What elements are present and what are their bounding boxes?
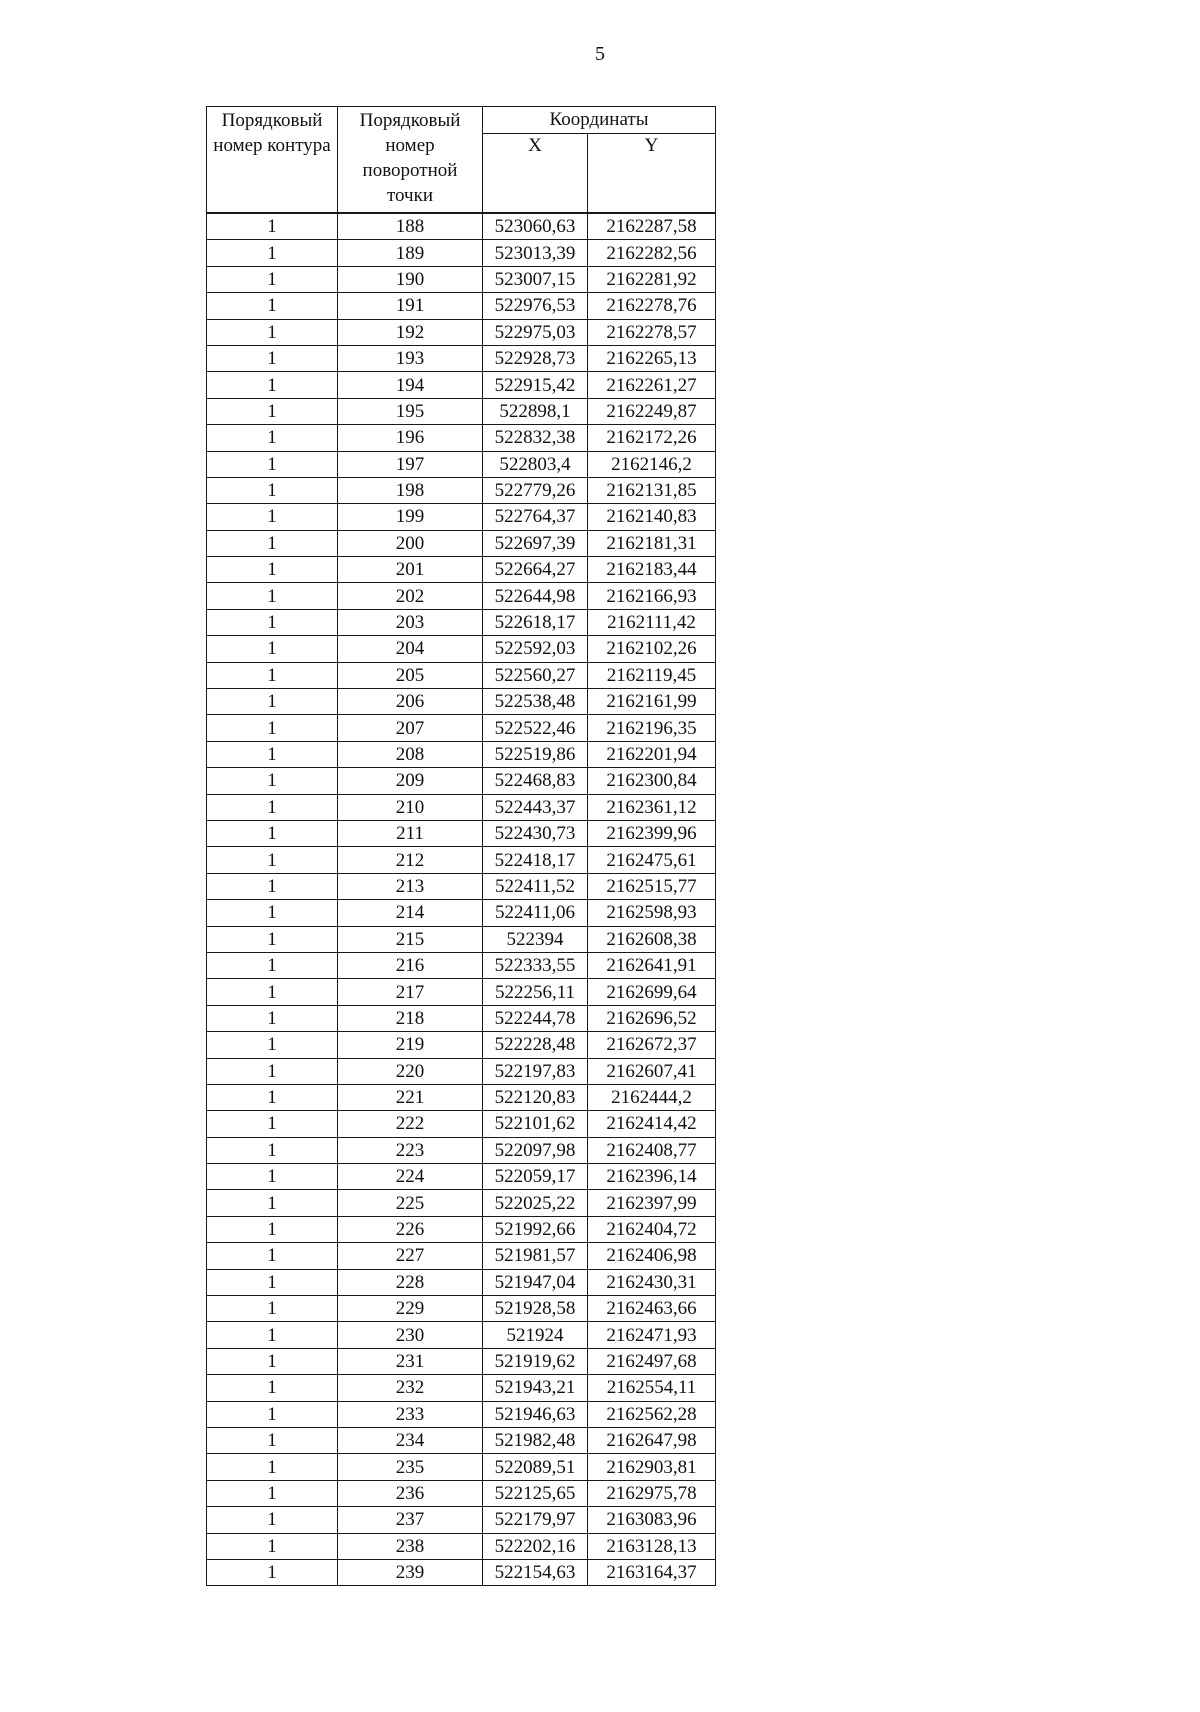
cell-point-number: 190 bbox=[338, 266, 483, 292]
cell-point-number: 195 bbox=[338, 398, 483, 424]
cell-point-number: 206 bbox=[338, 689, 483, 715]
table-row bbox=[207, 557, 716, 583]
cell-point-number: 224 bbox=[338, 1164, 483, 1190]
cell-contour-number: 1 bbox=[207, 372, 338, 398]
cell-y: 2162399,96 bbox=[588, 820, 716, 846]
cell-x: 522664,27 bbox=[483, 557, 588, 583]
cell-contour-number: 1 bbox=[207, 926, 338, 952]
table-row bbox=[207, 794, 716, 820]
cell-x: 521982,48 bbox=[483, 1427, 588, 1453]
cell-y: 2162696,52 bbox=[588, 1005, 716, 1031]
cell-x: 522430,73 bbox=[483, 820, 588, 846]
cell-point-number: 217 bbox=[338, 979, 483, 1005]
cell-x: 523060,63 bbox=[483, 213, 588, 240]
cell-x: 522803,4 bbox=[483, 451, 588, 477]
cell-contour-number: 1 bbox=[207, 820, 338, 846]
cell-x: 522411,06 bbox=[483, 900, 588, 926]
cell-y: 2162140,83 bbox=[588, 504, 716, 530]
table-row bbox=[207, 1111, 716, 1137]
cell-point-number: 232 bbox=[338, 1375, 483, 1401]
cell-contour-number: 1 bbox=[207, 1480, 338, 1506]
cell-y: 2162287,58 bbox=[588, 213, 716, 240]
cell-y: 2162111,42 bbox=[588, 609, 716, 635]
table-row bbox=[207, 847, 716, 873]
table-row bbox=[207, 319, 716, 345]
cell-point-number: 200 bbox=[338, 530, 483, 556]
cell-x: 522394 bbox=[483, 926, 588, 952]
table-row bbox=[207, 926, 716, 952]
cell-contour-number: 1 bbox=[207, 398, 338, 424]
cell-contour-number: 1 bbox=[207, 662, 338, 688]
cell-contour-number: 1 bbox=[207, 425, 338, 451]
cell-y: 2162562,28 bbox=[588, 1401, 716, 1427]
header-x: X bbox=[483, 134, 588, 214]
cell-contour-number: 1 bbox=[207, 557, 338, 583]
cell-point-number: 196 bbox=[338, 425, 483, 451]
table-row bbox=[207, 1005, 716, 1031]
cell-x: 522618,17 bbox=[483, 609, 588, 635]
cell-point-number: 191 bbox=[338, 293, 483, 319]
cell-x: 522097,98 bbox=[483, 1137, 588, 1163]
cell-x: 522832,38 bbox=[483, 425, 588, 451]
cell-x: 521992,66 bbox=[483, 1216, 588, 1242]
cell-contour-number: 1 bbox=[207, 1269, 338, 1295]
cell-y: 2162282,56 bbox=[588, 240, 716, 266]
table-row bbox=[207, 1348, 716, 1374]
cell-point-number: 212 bbox=[338, 847, 483, 873]
cell-y: 2162430,31 bbox=[588, 1269, 716, 1295]
cell-point-number: 221 bbox=[338, 1084, 483, 1110]
cell-point-number: 213 bbox=[338, 873, 483, 899]
table-row bbox=[207, 1190, 716, 1216]
cell-contour-number: 1 bbox=[207, 345, 338, 371]
table-row bbox=[207, 530, 716, 556]
table-body bbox=[207, 213, 716, 1586]
cell-y: 2162608,38 bbox=[588, 926, 716, 952]
cell-x: 522928,73 bbox=[483, 345, 588, 371]
table-row bbox=[207, 451, 716, 477]
cell-y: 2162672,37 bbox=[588, 1032, 716, 1058]
table-row bbox=[207, 715, 716, 741]
cell-contour-number: 1 bbox=[207, 1216, 338, 1242]
table-row bbox=[207, 398, 716, 424]
cell-x: 522418,17 bbox=[483, 847, 588, 873]
cell-y: 2162397,99 bbox=[588, 1190, 716, 1216]
table-row bbox=[207, 583, 716, 609]
table-row bbox=[207, 768, 716, 794]
cell-contour-number: 1 bbox=[207, 1058, 338, 1084]
cell-contour-number: 1 bbox=[207, 240, 338, 266]
cell-point-number: 207 bbox=[338, 715, 483, 741]
cell-x: 522244,78 bbox=[483, 1005, 588, 1031]
cell-point-number: 230 bbox=[338, 1322, 483, 1348]
cell-x: 522915,42 bbox=[483, 372, 588, 398]
cell-x: 521928,58 bbox=[483, 1296, 588, 1322]
cell-y: 2162975,78 bbox=[588, 1480, 716, 1506]
cell-x: 522898,1 bbox=[483, 398, 588, 424]
cell-point-number: 222 bbox=[338, 1111, 483, 1137]
cell-x: 522059,17 bbox=[483, 1164, 588, 1190]
coordinates-table bbox=[206, 106, 716, 1586]
table-row bbox=[207, 1507, 716, 1533]
cell-x: 522538,48 bbox=[483, 689, 588, 715]
cell-x: 522411,52 bbox=[483, 873, 588, 899]
cell-contour-number: 1 bbox=[207, 1032, 338, 1058]
cell-x: 522697,39 bbox=[483, 530, 588, 556]
cell-x: 523013,39 bbox=[483, 240, 588, 266]
cell-point-number: 220 bbox=[338, 1058, 483, 1084]
table-row bbox=[207, 662, 716, 688]
cell-x: 521943,21 bbox=[483, 1375, 588, 1401]
cell-point-number: 228 bbox=[338, 1269, 483, 1295]
cell-y: 2162414,42 bbox=[588, 1111, 716, 1137]
cell-point-number: 234 bbox=[338, 1427, 483, 1453]
cell-contour-number: 1 bbox=[207, 1348, 338, 1374]
cell-point-number: 219 bbox=[338, 1032, 483, 1058]
table-row bbox=[207, 1084, 716, 1110]
cell-contour-number: 1 bbox=[207, 1559, 338, 1585]
cell-y: 2162249,87 bbox=[588, 398, 716, 424]
cell-contour-number: 1 bbox=[207, 1401, 338, 1427]
cell-point-number: 237 bbox=[338, 1507, 483, 1533]
cell-x: 522468,83 bbox=[483, 768, 588, 794]
cell-x: 522764,37 bbox=[483, 504, 588, 530]
cell-y: 2162300,84 bbox=[588, 768, 716, 794]
table-row bbox=[207, 1137, 716, 1163]
table-row bbox=[207, 1296, 716, 1322]
cell-x: 523007,15 bbox=[483, 266, 588, 292]
cell-point-number: 197 bbox=[338, 451, 483, 477]
header-contour-number: Порядковый номер контура bbox=[207, 107, 338, 214]
table-row bbox=[207, 213, 716, 240]
table-row bbox=[207, 1322, 716, 1348]
cell-y: 2162361,12 bbox=[588, 794, 716, 820]
cell-point-number: 194 bbox=[338, 372, 483, 398]
table-row bbox=[207, 689, 716, 715]
cell-y: 2162201,94 bbox=[588, 741, 716, 767]
cell-point-number: 216 bbox=[338, 952, 483, 978]
cell-x: 522519,86 bbox=[483, 741, 588, 767]
cell-x: 522125,65 bbox=[483, 1480, 588, 1506]
cell-y: 2162146,2 bbox=[588, 451, 716, 477]
table-row bbox=[207, 1401, 716, 1427]
cell-y: 2162278,57 bbox=[588, 319, 716, 345]
cell-point-number: 236 bbox=[338, 1480, 483, 1506]
cell-contour-number: 1 bbox=[207, 636, 338, 662]
cell-y: 2163164,37 bbox=[588, 1559, 716, 1585]
cell-y: 2162607,41 bbox=[588, 1058, 716, 1084]
cell-contour-number: 1 bbox=[207, 504, 338, 530]
cell-point-number: 226 bbox=[338, 1216, 483, 1242]
cell-contour-number: 1 bbox=[207, 1454, 338, 1480]
cell-contour-number: 1 bbox=[207, 1137, 338, 1163]
table-row bbox=[207, 1216, 716, 1242]
cell-contour-number: 1 bbox=[207, 1164, 338, 1190]
table-row bbox=[207, 477, 716, 503]
cell-y: 2162196,35 bbox=[588, 715, 716, 741]
cell-contour-number: 1 bbox=[207, 1296, 338, 1322]
table-row bbox=[207, 1559, 716, 1585]
cell-contour-number: 1 bbox=[207, 451, 338, 477]
cell-x: 521981,57 bbox=[483, 1243, 588, 1269]
cell-y: 2162396,14 bbox=[588, 1164, 716, 1190]
table-row bbox=[207, 1427, 716, 1453]
cell-contour-number: 1 bbox=[207, 979, 338, 1005]
cell-point-number: 233 bbox=[338, 1401, 483, 1427]
cell-point-number: 210 bbox=[338, 794, 483, 820]
cell-x: 522522,46 bbox=[483, 715, 588, 741]
cell-x: 522592,03 bbox=[483, 636, 588, 662]
cell-y: 2162699,64 bbox=[588, 979, 716, 1005]
table-row bbox=[207, 1243, 716, 1269]
cell-x: 522644,98 bbox=[483, 583, 588, 609]
cell-y: 2162515,77 bbox=[588, 873, 716, 899]
cell-point-number: 208 bbox=[338, 741, 483, 767]
cell-point-number: 238 bbox=[338, 1533, 483, 1559]
cell-y: 2162278,76 bbox=[588, 293, 716, 319]
header-coordinates: Координаты bbox=[483, 107, 716, 134]
cell-point-number: 205 bbox=[338, 662, 483, 688]
cell-point-number: 202 bbox=[338, 583, 483, 609]
cell-x: 522179,97 bbox=[483, 1507, 588, 1533]
cell-contour-number: 1 bbox=[207, 952, 338, 978]
cell-point-number: 204 bbox=[338, 636, 483, 662]
cell-y: 2162475,61 bbox=[588, 847, 716, 873]
cell-contour-number: 1 bbox=[207, 847, 338, 873]
cell-y: 2162161,99 bbox=[588, 689, 716, 715]
cell-y: 2162181,31 bbox=[588, 530, 716, 556]
cell-contour-number: 1 bbox=[207, 266, 338, 292]
cell-contour-number: 1 bbox=[207, 715, 338, 741]
table-row bbox=[207, 636, 716, 662]
cell-point-number: 188 bbox=[338, 213, 483, 240]
cell-y: 2163128,13 bbox=[588, 1533, 716, 1559]
cell-contour-number: 1 bbox=[207, 609, 338, 635]
cell-point-number: 231 bbox=[338, 1348, 483, 1374]
cell-x: 522228,48 bbox=[483, 1032, 588, 1058]
cell-contour-number: 1 bbox=[207, 768, 338, 794]
cell-x: 522256,11 bbox=[483, 979, 588, 1005]
cell-y: 2162903,81 bbox=[588, 1454, 716, 1480]
cell-x: 522101,62 bbox=[483, 1111, 588, 1137]
table-row bbox=[207, 820, 716, 846]
cell-contour-number: 1 bbox=[207, 583, 338, 609]
cell-x: 521919,62 bbox=[483, 1348, 588, 1374]
cell-x: 522089,51 bbox=[483, 1454, 588, 1480]
cell-point-number: 209 bbox=[338, 768, 483, 794]
table-row bbox=[207, 741, 716, 767]
cell-contour-number: 1 bbox=[207, 1190, 338, 1216]
cell-y: 2162166,93 bbox=[588, 583, 716, 609]
cell-y: 2162172,26 bbox=[588, 425, 716, 451]
cell-y: 2162554,11 bbox=[588, 1375, 716, 1401]
cell-x: 522197,83 bbox=[483, 1058, 588, 1084]
cell-x: 521924 bbox=[483, 1322, 588, 1348]
cell-contour-number: 1 bbox=[207, 213, 338, 240]
cell-contour-number: 1 bbox=[207, 900, 338, 926]
cell-y: 2162131,85 bbox=[588, 477, 716, 503]
cell-y: 2162281,92 bbox=[588, 266, 716, 292]
cell-y: 2162463,66 bbox=[588, 1296, 716, 1322]
table-row bbox=[207, 1269, 716, 1295]
cell-point-number: 225 bbox=[338, 1190, 483, 1216]
cell-point-number: 192 bbox=[338, 319, 483, 345]
cell-contour-number: 1 bbox=[207, 1005, 338, 1031]
header-point-number: Порядковый номер поворотной точки bbox=[338, 107, 483, 214]
cell-y: 2162471,93 bbox=[588, 1322, 716, 1348]
table-row bbox=[207, 1480, 716, 1506]
cell-y: 2162647,98 bbox=[588, 1427, 716, 1453]
cell-point-number: 193 bbox=[338, 345, 483, 371]
table-row bbox=[207, 425, 716, 451]
cell-contour-number: 1 bbox=[207, 873, 338, 899]
cell-contour-number: 1 bbox=[207, 741, 338, 767]
cell-contour-number: 1 bbox=[207, 1243, 338, 1269]
cell-point-number: 239 bbox=[338, 1559, 483, 1585]
cell-contour-number: 1 bbox=[207, 1375, 338, 1401]
cell-contour-number: 1 bbox=[207, 1111, 338, 1137]
cell-x: 522333,55 bbox=[483, 952, 588, 978]
cell-contour-number: 1 bbox=[207, 293, 338, 319]
table-row bbox=[207, 979, 716, 1005]
page-number: 5 bbox=[595, 43, 605, 65]
cell-x: 522443,37 bbox=[483, 794, 588, 820]
cell-contour-number: 1 bbox=[207, 1322, 338, 1348]
cell-point-number: 214 bbox=[338, 900, 483, 926]
table-row bbox=[207, 1058, 716, 1084]
cell-y: 2162265,13 bbox=[588, 345, 716, 371]
cell-x: 521947,04 bbox=[483, 1269, 588, 1295]
cell-x: 522202,16 bbox=[483, 1533, 588, 1559]
cell-point-number: 189 bbox=[338, 240, 483, 266]
cell-x: 521946,63 bbox=[483, 1401, 588, 1427]
cell-y: 2162408,77 bbox=[588, 1137, 716, 1163]
cell-x: 522154,63 bbox=[483, 1559, 588, 1585]
table-row bbox=[207, 1533, 716, 1559]
cell-contour-number: 1 bbox=[207, 1533, 338, 1559]
cell-point-number: 218 bbox=[338, 1005, 483, 1031]
cell-point-number: 235 bbox=[338, 1454, 483, 1480]
cell-y: 2162183,44 bbox=[588, 557, 716, 583]
cell-contour-number: 1 bbox=[207, 530, 338, 556]
cell-x: 522025,22 bbox=[483, 1190, 588, 1216]
header-y: Y bbox=[588, 134, 716, 214]
cell-contour-number: 1 bbox=[207, 689, 338, 715]
cell-x: 522975,03 bbox=[483, 319, 588, 345]
cell-point-number: 223 bbox=[338, 1137, 483, 1163]
cell-y: 2162406,98 bbox=[588, 1243, 716, 1269]
cell-point-number: 215 bbox=[338, 926, 483, 952]
cell-x: 522976,53 bbox=[483, 293, 588, 319]
table-row bbox=[207, 1164, 716, 1190]
cell-y: 2162102,26 bbox=[588, 636, 716, 662]
cell-y: 2162641,91 bbox=[588, 952, 716, 978]
table-row bbox=[207, 504, 716, 530]
cell-y: 2163083,96 bbox=[588, 1507, 716, 1533]
cell-contour-number: 1 bbox=[207, 319, 338, 345]
cell-y: 2162444,2 bbox=[588, 1084, 716, 1110]
table-row bbox=[207, 1032, 716, 1058]
table-row bbox=[207, 609, 716, 635]
table-row bbox=[207, 952, 716, 978]
cell-x: 522779,26 bbox=[483, 477, 588, 503]
cell-point-number: 227 bbox=[338, 1243, 483, 1269]
table-row bbox=[207, 900, 716, 926]
cell-contour-number: 1 bbox=[207, 477, 338, 503]
cell-y: 2162261,27 bbox=[588, 372, 716, 398]
cell-point-number: 211 bbox=[338, 820, 483, 846]
cell-y: 2162404,72 bbox=[588, 1216, 716, 1242]
table-row bbox=[207, 345, 716, 371]
cell-point-number: 198 bbox=[338, 477, 483, 503]
table-row bbox=[207, 873, 716, 899]
table-header bbox=[207, 107, 716, 214]
cell-point-number: 201 bbox=[338, 557, 483, 583]
table-row bbox=[207, 372, 716, 398]
table-row bbox=[207, 1375, 716, 1401]
cell-y: 2162598,93 bbox=[588, 900, 716, 926]
cell-contour-number: 1 bbox=[207, 794, 338, 820]
table-row bbox=[207, 266, 716, 292]
table-row bbox=[207, 240, 716, 266]
cell-x: 522120,83 bbox=[483, 1084, 588, 1110]
cell-y: 2162119,45 bbox=[588, 662, 716, 688]
cell-contour-number: 1 bbox=[207, 1427, 338, 1453]
cell-point-number: 203 bbox=[338, 609, 483, 635]
table-row bbox=[207, 1454, 716, 1480]
cell-contour-number: 1 bbox=[207, 1507, 338, 1533]
cell-point-number: 229 bbox=[338, 1296, 483, 1322]
cell-x: 522560,27 bbox=[483, 662, 588, 688]
table-row bbox=[207, 293, 716, 319]
cell-point-number: 199 bbox=[338, 504, 483, 530]
cell-contour-number: 1 bbox=[207, 1084, 338, 1110]
cell-y: 2162497,68 bbox=[588, 1348, 716, 1374]
